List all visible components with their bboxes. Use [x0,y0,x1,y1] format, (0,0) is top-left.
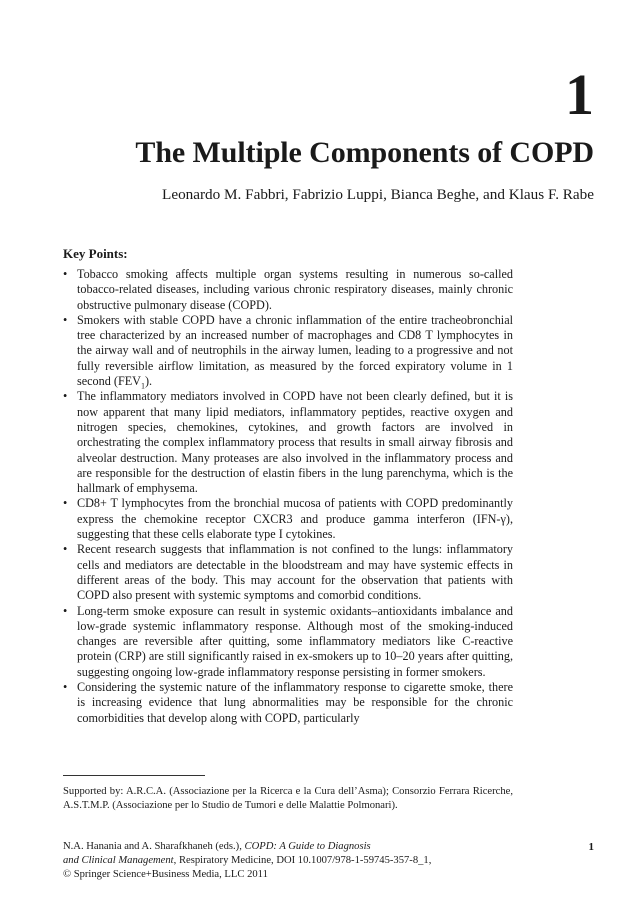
key-point-item [63,313,513,389]
chapter-number: 1 [565,62,594,127]
key-point-text: Considering the systemic nature of the inflammatory response to cigarette smoke, there is increasing evidence that lung abnormalities may be responsible for the chronic comorbidities that develop along with COPD, particularly [77,680,513,725]
citation-editors: N.A. Hanania and A. Sharafkhaneh (eds.), [63,841,245,852]
key-point-text-end: ). [144,374,153,389]
key-point-text: The inflammatory mediators involved in COPD have not been clearly defined, but it is now apparent that many lipid mediators, inflammatory peptides, reactive oxygen and nitrogen species, chemokines, cytokines, and growth factors are involved in orchestrating the complex inflammatory process that results in small airway fibrosis and alveolar destruction. Many proteases are also involved in the inflammatory process and are responsible for the destruction of elastin fibers in the lung parenchyma, which is the hallmark of emphysema. [77,389,513,496]
key-point-text: Recent research suggests that inflammation is not confined to the lungs: inflammatory cells and mediators are detectable in the bloodstream and may have systemic effects in different areas of the body. This may account for the observation that patients with COPD also present with systemic symptoms and comorbid conditions. [77,542,513,603]
footnote: Supported by: A.R.C.A. (Associazione per la Ricerca e la Cura dell’Asma); Consorzio Ferrara Ricerche, A.S.T.M.P. (Associazione per lo Studio de Tumori e delle Malattie Polmonari). [63,786,513,811]
citation-book-title-2: and Clinical Management [63,855,174,866]
citation-line-1 [63,840,523,854]
key-points-section [63,246,513,726]
key-point-item [63,604,513,680]
key-point-item [63,542,513,603]
citation-book-title-1: COPD: A Guide to Diagnosis [244,841,371,852]
fev-subscript: 1 [140,381,145,391]
chapter-authors: Leonardo M. Fabbri, Fabrizio Luppi, Bianca Beghe, and Klaus F. Rabe [162,186,594,203]
bullet-icon: • [63,542,68,557]
bullet-icon: • [63,496,68,511]
bullet-icon: • [63,389,68,404]
footnote-divider [63,775,205,776]
bullet-icon: • [63,312,68,327]
key-points-list [63,267,513,726]
chapter-title: The Multiple Components of COPD [135,136,594,169]
key-point-text: CD8+ T lymphocytes from the bronchial mucosa of patients with COPD predominantly express the chemokine receptor CXCR3 and produce gamma interferon (IFN-γ), suggesting that these cells elaborate type I cytokines. [77,496,513,542]
key-points-heading: Key Points: [63,246,128,261]
bullet-icon: • [63,603,68,618]
key-point-item [63,389,513,496]
key-point-text: Long-term smoke exposure can result in systemic oxidants–antioxidants imbalance and low-grade systemic inflammatory response. Although most of the smoking-induced changes are reversible after quitting, some inflammatory mediators like C-reactive protein (CRP) are still significantly raised in ex-smokers up to 10–20 years after quitting, suggesting ongoing low-grade inflammatory response persisting in former smokers. [77,603,513,679]
key-point-text: Smokers with stable COPD have a chronic inflammation of the entire tracheobronchial tree characterized by an increased number of macrophages and CD8 T lymphocytes in the airway wall and of neutrophils in the airway lumen, leading to a progressive and not fully reversible airflow limitation, as measured by the forced expiratory volume in 1 second (FEV [77,312,513,389]
key-point-text: Tobacco smoking affects multiple organ systems resulting in numerous so-called tobacco-related diseases, including various chronic respiratory diseases, mainly chronic obstructive pulmonary disease (COPD). [77,267,513,312]
page-number: 1 [588,841,594,853]
key-point-item [63,680,513,726]
key-point-item [63,267,513,313]
key-point-item [63,496,513,542]
bullet-icon: • [63,680,68,695]
citation-line-2 [63,854,523,868]
book-citation [63,840,523,882]
citation-doi: , Respiratory Medicine, DOI 10.1007/978-1-59745-357-8_1, [173,855,432,866]
citation-copyright: © Springer Science+Business Media, LLC 2011 [63,869,268,880]
bullet-icon: • [63,267,68,281]
